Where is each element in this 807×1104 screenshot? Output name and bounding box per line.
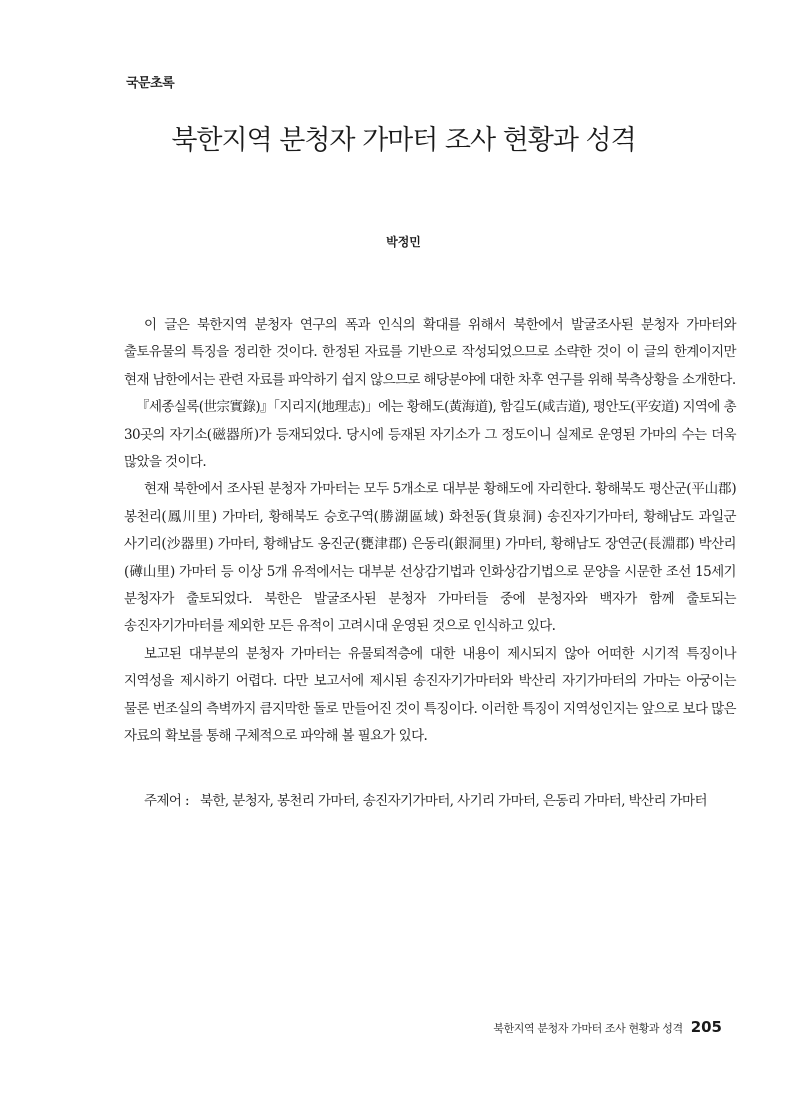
page-number: 205 [690,1018,722,1036]
section-label: 국문초록 [126,76,175,91]
page-title: 북한지역 분청자 가마터 조사 현황과 성격 [171,125,636,156]
page-footer [493,1018,722,1036]
abstract-paragraph-3: 현재 북한에서 조사된 분청자 가마터는 모두 5개소로 대부분 황해도에 자리한다. 황해북도 평산군(平山郡) 봉천리(鳳川里) 가마터, 황해북도 승호구역(勝湖區域) 화천동(貨泉洞) 송진자기가마터, 황해남도 과일군 사기리(沙器里) 가마터, 황해남도 옹진군(甕津郡) 은동리(銀洞里) 가마터, 황해남도 장연군(長淵郡) 박산리(礡山里) 가마터 등 이상 5개 유적에서는 대부분 선상감기법과 인화상감기법으로 문양을 시문한 조선 15세기 분청자가 출토되었다. 북한은 발굴조사된 분청자 가마터들 중에 분청자와 백자가 함께 출토되는 송진자기가마터를 제외한 모든 유적이 고려시대 운영된 것으로 인식하고 있다. [124,481,736,635]
running-title: 북한지역 분청자 가마터 조사 현황과 성격 [493,1022,683,1035]
abstract-paragraph-2: 『세종실록(世宗實錄)』「지리지(地理志)」에는 황해도(黃海道), 함길도(咸吉道), 평안도(平安道) 지역에 총 30곳의 자기소(磁器所)가 등재되었다. 당시에 등재된 자기소가 그 정도이니 실제로 운영된 가마의 수는 더욱 많았을 것이다. [124,399,736,471]
abstract-body [124,312,736,751]
keywords-list: 북한, 분청자, 봉천리 가마터, 송진자기가마터, 사기리 가마터, 은동리 가마터, 박산리 가마터 [200,793,707,809]
author-name: 박정민 [386,235,421,249]
keywords [144,788,736,815]
abstract-paragraph-4: 보고된 대부분의 분청자 가마터는 유물퇴적층에 대한 내용이 제시되지 않아 어떠한 시기적 특징이나 지역성을 제시하기 어렵다. 다만 보고서에 제시된 송진자기가마터와 박산리 자기가마터의 가마는 아궁이는 물론 번조실의 측벽까지 큼지막한 돌로 만들어진 것이 특징이다. 이러한 특징이 지역성인지는 앞으로 보다 많은 자료의 확보를 통해 구체적으로 파악해 볼 필요가 있다. [124,645,736,745]
abstract-paragraph-1: 이 글은 북한지역 분청자 연구의 폭과 인식의 확대를 위해서 북한에서 발굴조사된 분청자 가마터와 출토유물의 특징을 정리한 것이다. 한정된 자료를 기반으로 작성되었으므로 소략한 것이 이 글의 한계이지만 현재 남한에서는 관련 자료를 파악하기 쉽지 않으므로 해당분야에 대한 차후 연구를 위해 북측상황을 소개한다. [124,317,736,388]
keywords-label: 주제어 : [144,793,189,809]
